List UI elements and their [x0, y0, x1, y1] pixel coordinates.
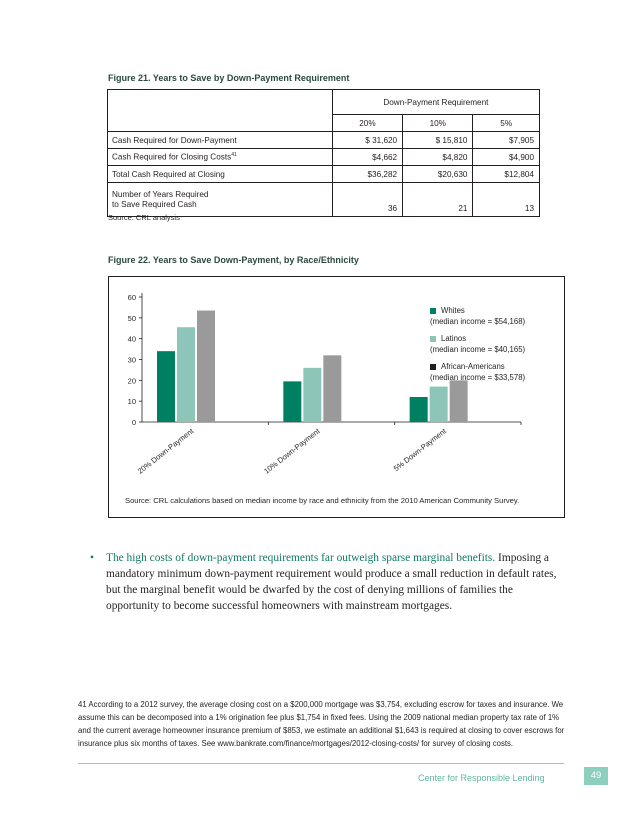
table-cell: $36,282	[332, 166, 402, 183]
row-label	[108, 149, 333, 166]
footnote-marker: 41	[231, 152, 237, 159]
table-cell: $4,900	[473, 149, 540, 166]
x-tick-label: 10% Down-Payment	[262, 426, 322, 476]
footer-divider	[78, 763, 564, 764]
bar	[197, 311, 215, 422]
legend-entry	[430, 361, 525, 383]
table-cell: 21	[403, 183, 473, 217]
figure-22-title: Figure 22. Years to Save Down-Payment, by Race/Ethnicity	[108, 255, 359, 265]
y-tick-label: 40	[127, 334, 136, 344]
table-cell: $12,804	[473, 166, 540, 183]
bar	[410, 397, 428, 422]
legend-detail: (median income = $40,165)	[430, 345, 526, 354]
bar	[177, 327, 195, 422]
table-cell: $20,630	[403, 166, 473, 183]
y-tick-label: 50	[127, 313, 136, 323]
table-row	[108, 166, 540, 183]
footnote: 41 According to a 2012 survey, the average closing cost on a $200,000 mortgage was $3,754, excluding escrow for taxes and insurance. We assume this can be decomposed into a 1% origination fee plus $1,754 in fixed fees. Using the 2009 national median property tax rate of 1% and the current average homeowner insurance premium of $853, we estimate an additional $1,643 is required at closing to cover escrows for insurance plus six months of taxes. See www.bankrate.com/finance/mortgages/2012-closing-costs/ for survey of closing costs.	[78, 700, 565, 748]
row-label	[108, 183, 333, 217]
y-tick-label: 30	[127, 355, 136, 365]
x-tick-label: 5% Down-Payment	[391, 426, 448, 474]
row-label: Cash Required for Down-Payment	[108, 132, 333, 149]
bullet-icon: •	[90, 552, 94, 564]
row-label-line: to Save Required Cash	[112, 199, 197, 209]
bar	[450, 380, 468, 422]
row-label-line: Number of Years Required	[112, 189, 209, 199]
y-tick-label: 10	[127, 397, 136, 407]
table-cell: 13	[473, 183, 540, 217]
row-label: Total Cash Required at Closing	[108, 166, 333, 183]
table-cell: $ 31,620	[332, 132, 402, 149]
table-row	[108, 132, 540, 149]
table-column-header: 5%	[473, 115, 540, 132]
table-cell: $4,820	[403, 149, 473, 166]
bullet-text	[106, 550, 560, 614]
legend-label: African-Americans	[441, 362, 505, 371]
figure-21-source: Source: CRL analysis	[108, 213, 180, 222]
table-cell: $ 15,810	[403, 132, 473, 149]
legend-swatch	[430, 364, 436, 370]
years-to-save-table	[107, 89, 540, 217]
figure-21-title: Figure 21. Years to Save by Down-Payment Requirement	[108, 73, 350, 83]
table-corner-cell	[108, 90, 333, 115]
legend-entry	[430, 305, 525, 327]
bar	[283, 381, 301, 422]
page-number: 49	[584, 767, 608, 785]
legend-detail: (median income = $54,168)	[430, 317, 526, 326]
table-group-header: Down-Payment Requirement	[332, 90, 539, 115]
bar	[430, 387, 448, 422]
bullet-highlight: The high costs of down-payment requirements far outweigh sparse marginal benefits.	[106, 552, 496, 564]
figure-22-source: Source: CRL calculations based on median income by race and ethnicity from the 2010 American Community Survey.	[125, 496, 520, 505]
table-column-header: 20%	[332, 115, 402, 132]
legend-swatch	[430, 308, 436, 314]
y-tick-label: 60	[127, 293, 136, 302]
table-row	[108, 183, 540, 217]
bar	[157, 351, 175, 422]
bar	[303, 368, 321, 422]
x-tick-label: 20% Down-Payment	[135, 426, 196, 476]
table-cell: 36	[332, 183, 402, 217]
legend-label: Whites	[441, 306, 465, 315]
y-tick-label: 20	[127, 376, 136, 386]
bullet-body: Imposing a mandatory minimum down-payment requirement would produce a small reduction in default rates, but the marginal benefit would be dwarfed by the cost of denying millions of families the opportunity to become successful homeowners with mainstream mortgages.	[106, 552, 557, 612]
table-row	[108, 149, 540, 166]
footer-org: Center for Responsible Lending	[418, 773, 545, 783]
row-label-text: Cash Required for Closing Costs	[112, 152, 232, 162]
table-cell: $4,662	[332, 149, 402, 166]
legend-swatch	[430, 336, 436, 342]
bar	[323, 355, 341, 422]
legend-label: Latinos	[441, 334, 467, 343]
legend-detail: (median income = $33,578)	[430, 373, 526, 382]
bullet-paragraph	[90, 550, 560, 614]
table-cell: $7,905	[473, 132, 540, 149]
y-tick-label: 0	[131, 418, 136, 427]
table-corner-cell	[108, 115, 333, 132]
legend-entry	[430, 333, 525, 355]
table-column-header: 10%	[403, 115, 473, 132]
